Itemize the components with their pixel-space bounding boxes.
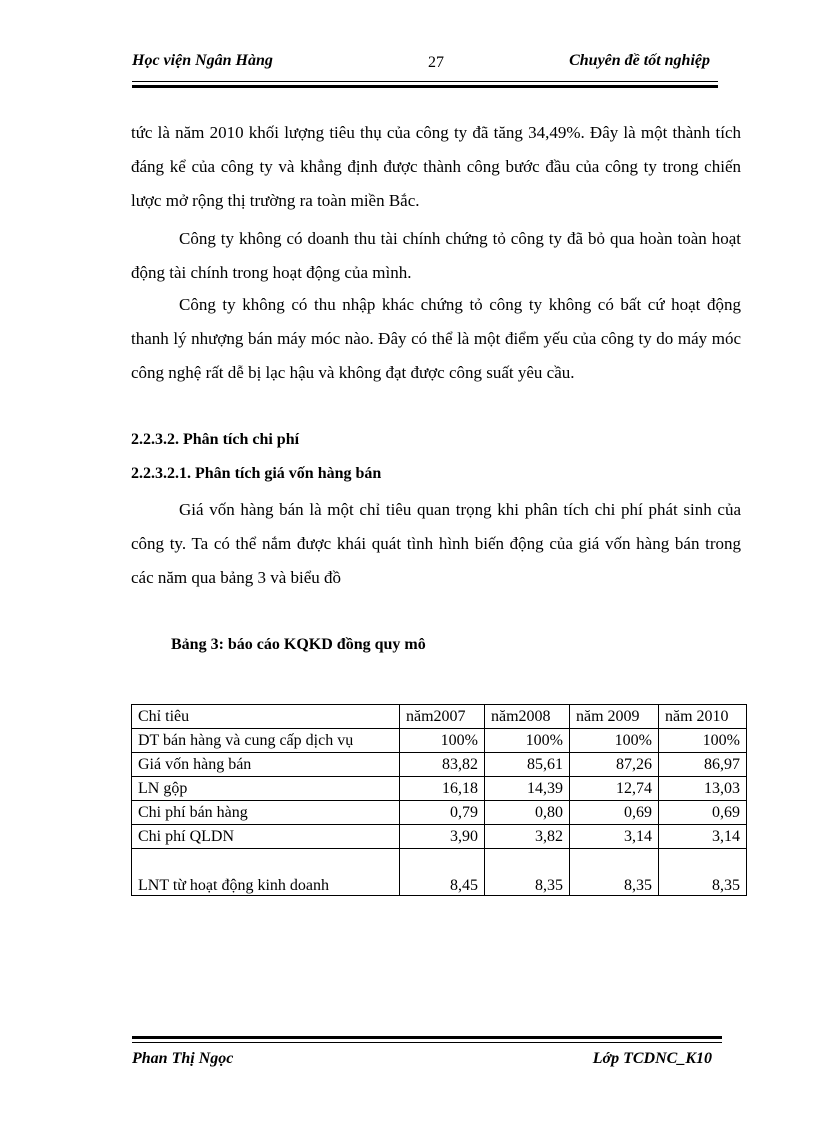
value-cell: 12,74 — [570, 777, 659, 801]
value-cell: 100% — [400, 729, 485, 753]
table-row — [132, 849, 747, 896]
kqkd-table — [131, 704, 747, 896]
header-cell: năm 2009 — [570, 705, 659, 729]
table-row — [132, 753, 747, 777]
value-cell: 100% — [485, 729, 570, 753]
header-cell: năm2008 — [485, 705, 570, 729]
table-row — [132, 801, 747, 825]
footer-rule-thick — [132, 1036, 722, 1039]
row-label: Chi phí bán hàng — [132, 801, 400, 825]
value-cell: 3,14 — [570, 825, 659, 849]
value-cell: 83,82 — [400, 753, 485, 777]
row-label: LNT từ hoạt động kinh doanh — [132, 849, 400, 896]
header-cell: năm 2010 — [659, 705, 747, 729]
table-row — [132, 825, 747, 849]
value-cell: 3,82 — [485, 825, 570, 849]
paragraph-2: Công ty không có doanh thu tài chính chứng tỏ công ty đã bỏ qua hoàn toàn hoạt động tài chính trong hoạt động của mình. — [131, 229, 741, 282]
section-heading: 2.2.3.2. Phân tích chi phí — [131, 431, 300, 448]
table-row — [132, 729, 747, 753]
paragraph-3: Công ty không có thu nhập khác chứng tỏ công ty không có bất cứ hoạt động thanh lý nhượng bán máy móc nào. Đây có thể là một điểm yếu của công ty do máy móc công nghệ rất dễ bị lạc hậu và không đạt được công suất yêu cầu. — [131, 295, 741, 382]
value-cell: 0,69 — [659, 801, 747, 825]
header-rule-thick — [132, 85, 718, 88]
row-label: DT bán hàng và cung cấp dịch vụ — [132, 729, 400, 753]
row-label: LN gộp — [132, 777, 400, 801]
paragraph-1: tức là năm 2010 khối lượng tiêu thụ của công ty đã tăng 34,49%. Đây là một thành tích đáng kể của công ty và khẳng định được thành công bước đầu của công ty trong chiến lược mở rộng thị trường ra toàn miền Bắc. — [131, 123, 741, 210]
value-cell: 86,97 — [659, 753, 747, 777]
value-cell: 3,90 — [400, 825, 485, 849]
header-cell: năm2007 — [400, 705, 485, 729]
value-cell: 16,18 — [400, 777, 485, 801]
table-row — [132, 777, 747, 801]
page-number: 27 — [428, 54, 444, 71]
header-rule-thin — [132, 81, 718, 82]
section-body: Giá vốn hàng bán là một chỉ tiêu quan trọng khi phân tích chi phí phát sinh của công ty. Ta có thể nắm được khái quát tình hình biến động của giá vốn hàng bán trong các năm qua bảng 3 và biểu đồ — [131, 500, 741, 587]
footer-rule-thin — [132, 1042, 722, 1043]
page-header — [132, 50, 710, 76]
value-cell: 0,69 — [570, 801, 659, 825]
value-cell: 0,79 — [400, 801, 485, 825]
table-header-row — [132, 705, 747, 729]
footer-author: Phan Thị Ngọc — [132, 1050, 234, 1067]
subsection-heading: 2.2.3.2.1. Phân tích giá vốn hàng bán — [131, 465, 382, 482]
value-cell: 8,35 — [570, 849, 659, 896]
header-document-type: Chuyên đề tốt nghiệp — [569, 52, 710, 69]
row-label: Chi phí QLDN — [132, 825, 400, 849]
value-cell: 8,35 — [659, 849, 747, 896]
value-cell: 0,80 — [485, 801, 570, 825]
value-cell: 14,39 — [485, 777, 570, 801]
footer-class: Lớp TCDNC_K10 — [592, 1050, 712, 1067]
table-caption: Bảng 3: báo cáo KQKD đồng quy mô — [171, 636, 426, 653]
value-cell: 87,26 — [570, 753, 659, 777]
value-cell: 100% — [570, 729, 659, 753]
value-cell: 100% — [659, 729, 747, 753]
value-cell: 8,35 — [485, 849, 570, 896]
header-cell: Chỉ tiêu — [132, 705, 400, 729]
value-cell: 13,03 — [659, 777, 747, 801]
value-cell: 3,14 — [659, 825, 747, 849]
value-cell: 8,45 — [400, 849, 485, 896]
header-institution: Học viện Ngân Hàng — [132, 52, 273, 69]
value-cell: 85,61 — [485, 753, 570, 777]
row-label: Giá vốn hàng bán — [132, 753, 400, 777]
